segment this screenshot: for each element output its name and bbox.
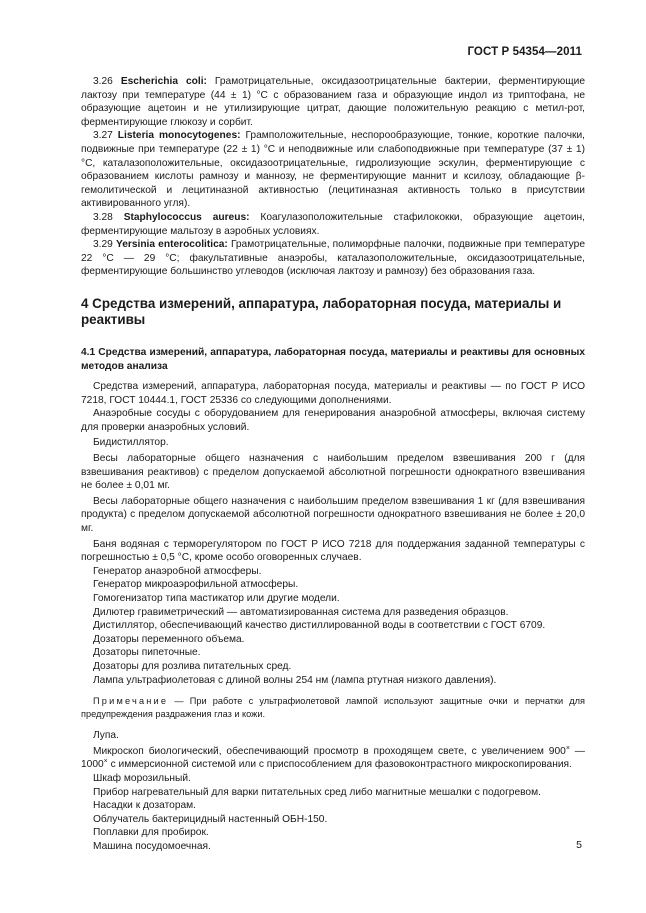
equipment-item: Генератор микроаэрофильной атмосферы. [93,579,299,591]
multiplication-sign: × [103,758,108,766]
equipment-item: Дозаторы переменного объема. [93,633,245,645]
definition-text: Грамотрицательные, полиморфные палочки, подвижные при температуре 22 °С — 29 °С; факультативные анаэробы, каталазоположительные, оксидазоотрицательные, ферментирующие большинство углеводов (исключая лактозу и рамнозу) без образования газа. [81,239,585,278]
definition-3-27 [81,129,585,211]
equipment-item: Дозаторы пипеточные. [93,647,201,659]
equipment-item: Баня водяная с терморегулятором по ГОСТ Р ИСО 7218 для поддержания заданной температуры с погрешностью ± 0,5 °С, кроме особо оговоренных случаев. [81,538,585,564]
definition-term: Listeria monocytogenes: [117,130,241,142]
page-number: 5 [576,839,582,851]
definition-3-29 [81,238,585,279]
equipment-item: Дилютер гравиметрический — автоматизированная система для разведения образцов. [93,606,509,618]
definition-text: Коагулазоположительные стафилококки, образующие ацетоин, ферментирующие мальтозу в аэробных условиях. [81,211,585,237]
note [81,695,585,721]
note-text: — При работе с ультрафиолетовой лампой используют защитные очки и перчатки для предупреждения раздражения глаз и кожи. [81,696,585,720]
equipment-item: Весы лабораторные общего назначения с наибольшим пределом взвешивания 1 кг (для взвешивания продукта) с пределом допускаемой абсолютной погрешности однократного взвешивания не более ± 20,0 мг. [81,495,585,535]
microscope-text: Микроскоп биологический, обеспечивающий просмотр в проходящем свете, с увеличением 900 [93,745,566,757]
microscope-text: — 1000 [81,745,585,771]
equipment-item: Бидистиллятор. [93,437,169,449]
equipment-item-microscope [81,745,585,772]
equipment-item: Лупа. [93,730,119,742]
equipment-item: Лампа ультрафиолетовая с длиной волны 254 нм (лампа ртутная низкого давления). [93,674,497,686]
equipment-item: Облучатель бактерицидный настенный ОБН-150. [93,813,328,825]
equipment-item: Поплавки для пробирок. [93,827,209,839]
multiplication-sign: × [565,744,570,752]
section-title: 4 Средства измерений, аппаратура, лабораторная посуда, материалы и реактивы [81,295,562,328]
equipment-item: Генератор анаэробной атмосферы. [93,565,262,577]
definition-3-28 [81,211,585,238]
definition-3-26 [81,75,585,129]
equipment-intro: Средства измерений, аппаратура, лабораторная посуда, материалы и реактивы — по ГОСТ Р ИСО 7218, ГОСТ 10444.1, ГОСТ 25336 со следующими дополнениями. [81,381,585,406]
definition-text: Грамположительные, неспорообразующие, тонкие, короткие палочки, подвижные при температуре (22 ± 1) °С и неподвижные или слабоподвижные при температуре (37 ± 1) °С, каталазоположительные, оксидазоотрицательные, гидролизующие эскулин, ферментирующие с образованием кислоты рамнозу и маннозу, не ферментирующие маннит и ксилозу, обладающие β-гемолитической и лецитиназной активностью (лецитиназная активность только в присутствии активированного угля). [81,130,585,210]
equipment-item: Насадки к дозаторам. [93,800,196,812]
definition-term: Yersinia enterocolitica: [115,239,228,251]
definition-term: Escherichia coli: [120,76,207,87]
equipment-item: Прибор нагревательный для варки питательных сред либо магнитные мешалки с подогревом. [93,786,541,798]
microscope-text: с иммерсионной системой или с приспособлением для фазовоконтрастного микроскопирования. [107,759,572,771]
definition-number: 3.29 [93,239,113,251]
subsection-title: 4.1 Средства измерений, аппаратура, лабораторная посуда, материалы и реактивы для основных методов анализа [81,346,585,372]
equipment-item: Шкаф морозильный. [93,772,191,784]
equipment-item: Дозаторы для розлива питательных сред. [93,660,292,672]
definition-text: Грамотрицательные, оксидазоотрицательные бактерии, ферментирующие лактозу при температуре (44 ± 1) °С с образованием газа и образующие индол из триптофана, не образующие ацетоин и не утилизирующие цитрат, дающие положительную реакцию с метил-рот, ферментирующие глюкозу и сорбит. [81,76,585,128]
definition-term: Staphylococcus aureus: [123,211,250,223]
equipment-item: Весы лабораторные общего назначения с наибольшим пределом взвешивания 200 г (для взвешивания реактивов) с пределом допускаемой абсолютной погрешности однократного взвешивания не более ± 0,01 мг. [81,453,585,492]
equipment-item: Дистиллятор, обеспечивающий качество дистиллированной воды в соответствии с ГОСТ 6709. [93,620,546,632]
page-content [81,75,585,854]
definition-number: 3.26 [93,76,113,87]
note-label: Примечание [93,696,169,707]
definition-number: 3.27 [93,130,113,142]
document-header: ГОСТ Р 54354—2011 [467,46,582,58]
equipment-item: Гомогенизатор типа мастикатор или другие модели. [93,593,340,604]
equipment-item: Анаэробные сосуды с оборудованием для генерирования анаэробной атмосферы, включая систему для проверки анаэробных условий. [81,408,585,433]
definition-number: 3.28 [93,211,113,223]
equipment-item: Машина посудомоечная. [93,840,211,852]
